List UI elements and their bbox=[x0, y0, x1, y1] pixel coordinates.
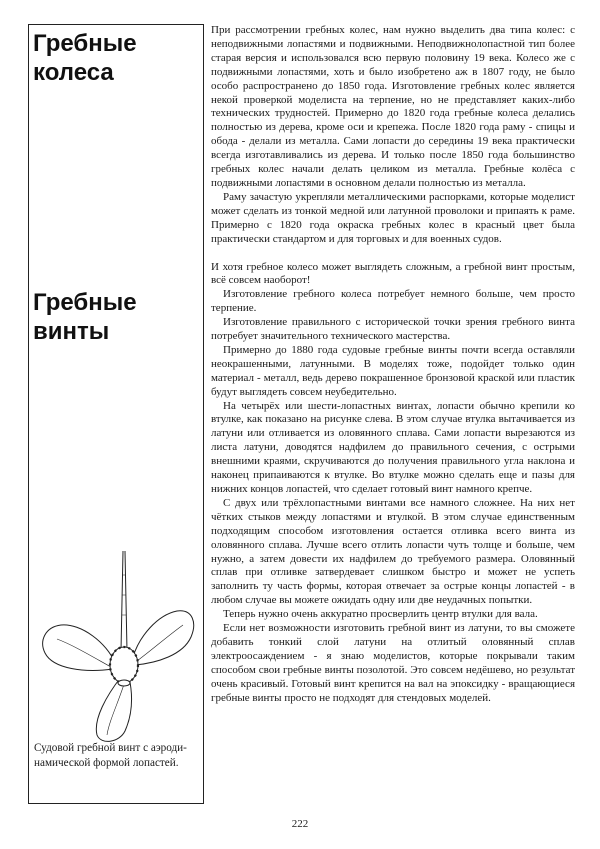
paragraph: Если нет возможности изготовить гребной винт из латуни, то вы сможете добавить тонкий слой латуни на отлитый оловянный сплав электроосаждением - я знаю моделистов, которые покрывали таким способом свои гребные винты позолотой. Это совсем недёшево, но результат очень красивый. Готовый винт крепится на вал на эпоксидку - вращающиеся гребные винты просто не подходят для стендовых моделей. bbox=[211, 622, 575, 704]
paragraph: При рассмотрении гребных колес, нам нужно выделить два типа колес: с неподвижными лопастями и подвижными. Неподвижнолопастной тип более старая версия и использовался всю первую половину 19 века. Колесо же с подвижными лопастями, хоть и было изобретено аж в 1807 году, не было особо распространено до 1850 года. Изготовление гребных колес является некой проверкой моделиста на терпение, но не представляет каких-либо технических трудностей. Примерно до 1820 года гребные колеса делались полностью из дерева, кроме оси и крепежа. После 1820 года раму - спицы и обода - делали из металла. Сами лопасти до середины 19 века практически всегда изготавливались из дерева. И только после 1850 года большинство гребных колес начали делать целиком из металла. Гребные колёса с подвижными лопастями в основном делали полностью из металла. bbox=[211, 24, 575, 189]
paragraph: На четырёх или шести-лопастных винтах, лопасти обычно крепили ко втулке, как показано на рисунке слева. В этом случае втулка вытачивается из латуни или отливается из оловянного сплава. Сами лопасти вырезаются из листа латуни, доводятся надфилем до правильного сечения, с острыми внешними краями, скручиваются до получения правильного угла наклона и наконец припаиваются к втулке. Во втулке можно сделать еще и пазы для нижних концов лопастей, что сделает готовый винт намного крепче. bbox=[211, 399, 575, 495]
caption-line2: намической формой лопастей. bbox=[34, 757, 179, 769]
propeller-blade-left bbox=[43, 625, 115, 671]
propeller-blade-lower bbox=[96, 677, 131, 741]
heading-screw-line1: Гребные bbox=[33, 289, 137, 316]
caption-line1: Судовой гребной винт с аэроди- bbox=[34, 742, 187, 754]
sidebar-frame bbox=[28, 24, 204, 804]
paragraph: С двух или трёхлопастными винтами все намного сложнее. На них нет чётких стыков между лопастями и втулкой. В этом случае единственным подходящим способом изготовления остается отливка всего винта из оловянного сплава. Лучше всего отлить лопасти чуть толще и больше, чем нужно, а затем довести их надфилем до требуемого размера. Оловянный сплав при отливке затвердевает слишком быстро и может не успеть заполнить ту часть формы, которая отвечает за острые концы лопастей - в любом случае вы можете ожидать одну или две неудачных попытки. bbox=[211, 496, 575, 607]
paragraph: И хотя гребное колесо может выглядеть сложным, а гребной винт простым, всё совсем наоборот! bbox=[211, 260, 575, 287]
figure-caption bbox=[34, 741, 200, 771]
propeller-illustration bbox=[37, 545, 197, 745]
heading-paddle-line1: Гребные bbox=[33, 30, 137, 57]
paragraph: Изготовление гребного колеса потребует немного больше, чем просто терпение. bbox=[211, 288, 575, 315]
propeller-shaft bbox=[121, 551, 127, 651]
heading-paddle-wheels bbox=[33, 29, 137, 87]
page-number: 222 bbox=[291, 818, 309, 830]
body-text-column bbox=[211, 24, 575, 706]
paragraph: Теперь нужно очень аккуратно просверлить центр втулки для вала. bbox=[223, 608, 538, 621]
paragraph: Примерно до 1880 года судовые гребные винты почти всегда оставляли неокрашенными, латунными. В моделях тоже, подойдет только один материал - металл, ведь дерево покрашенное бронзовой краской или пластик будут выглядеть совсем неубедительно. bbox=[211, 343, 575, 398]
heading-paddle-line2: колеса bbox=[33, 59, 114, 86]
heading-propellers bbox=[33, 288, 137, 346]
heading-screw-line2: винты bbox=[33, 318, 110, 345]
paragraph: Изготовление правильного с исторической точки зрения гребного винта потребует значительного технического мастерства. bbox=[211, 316, 575, 343]
paragraph: Раму зачастую укрепляли металлическими распорками, которые моделист может сделать из тонкой медной или латунной проволоки и припаять к раме. Примерно с 1820 года окраска гребных колес в красный цвет была практически стандартом и для торговых и для военных судов. bbox=[211, 190, 575, 245]
